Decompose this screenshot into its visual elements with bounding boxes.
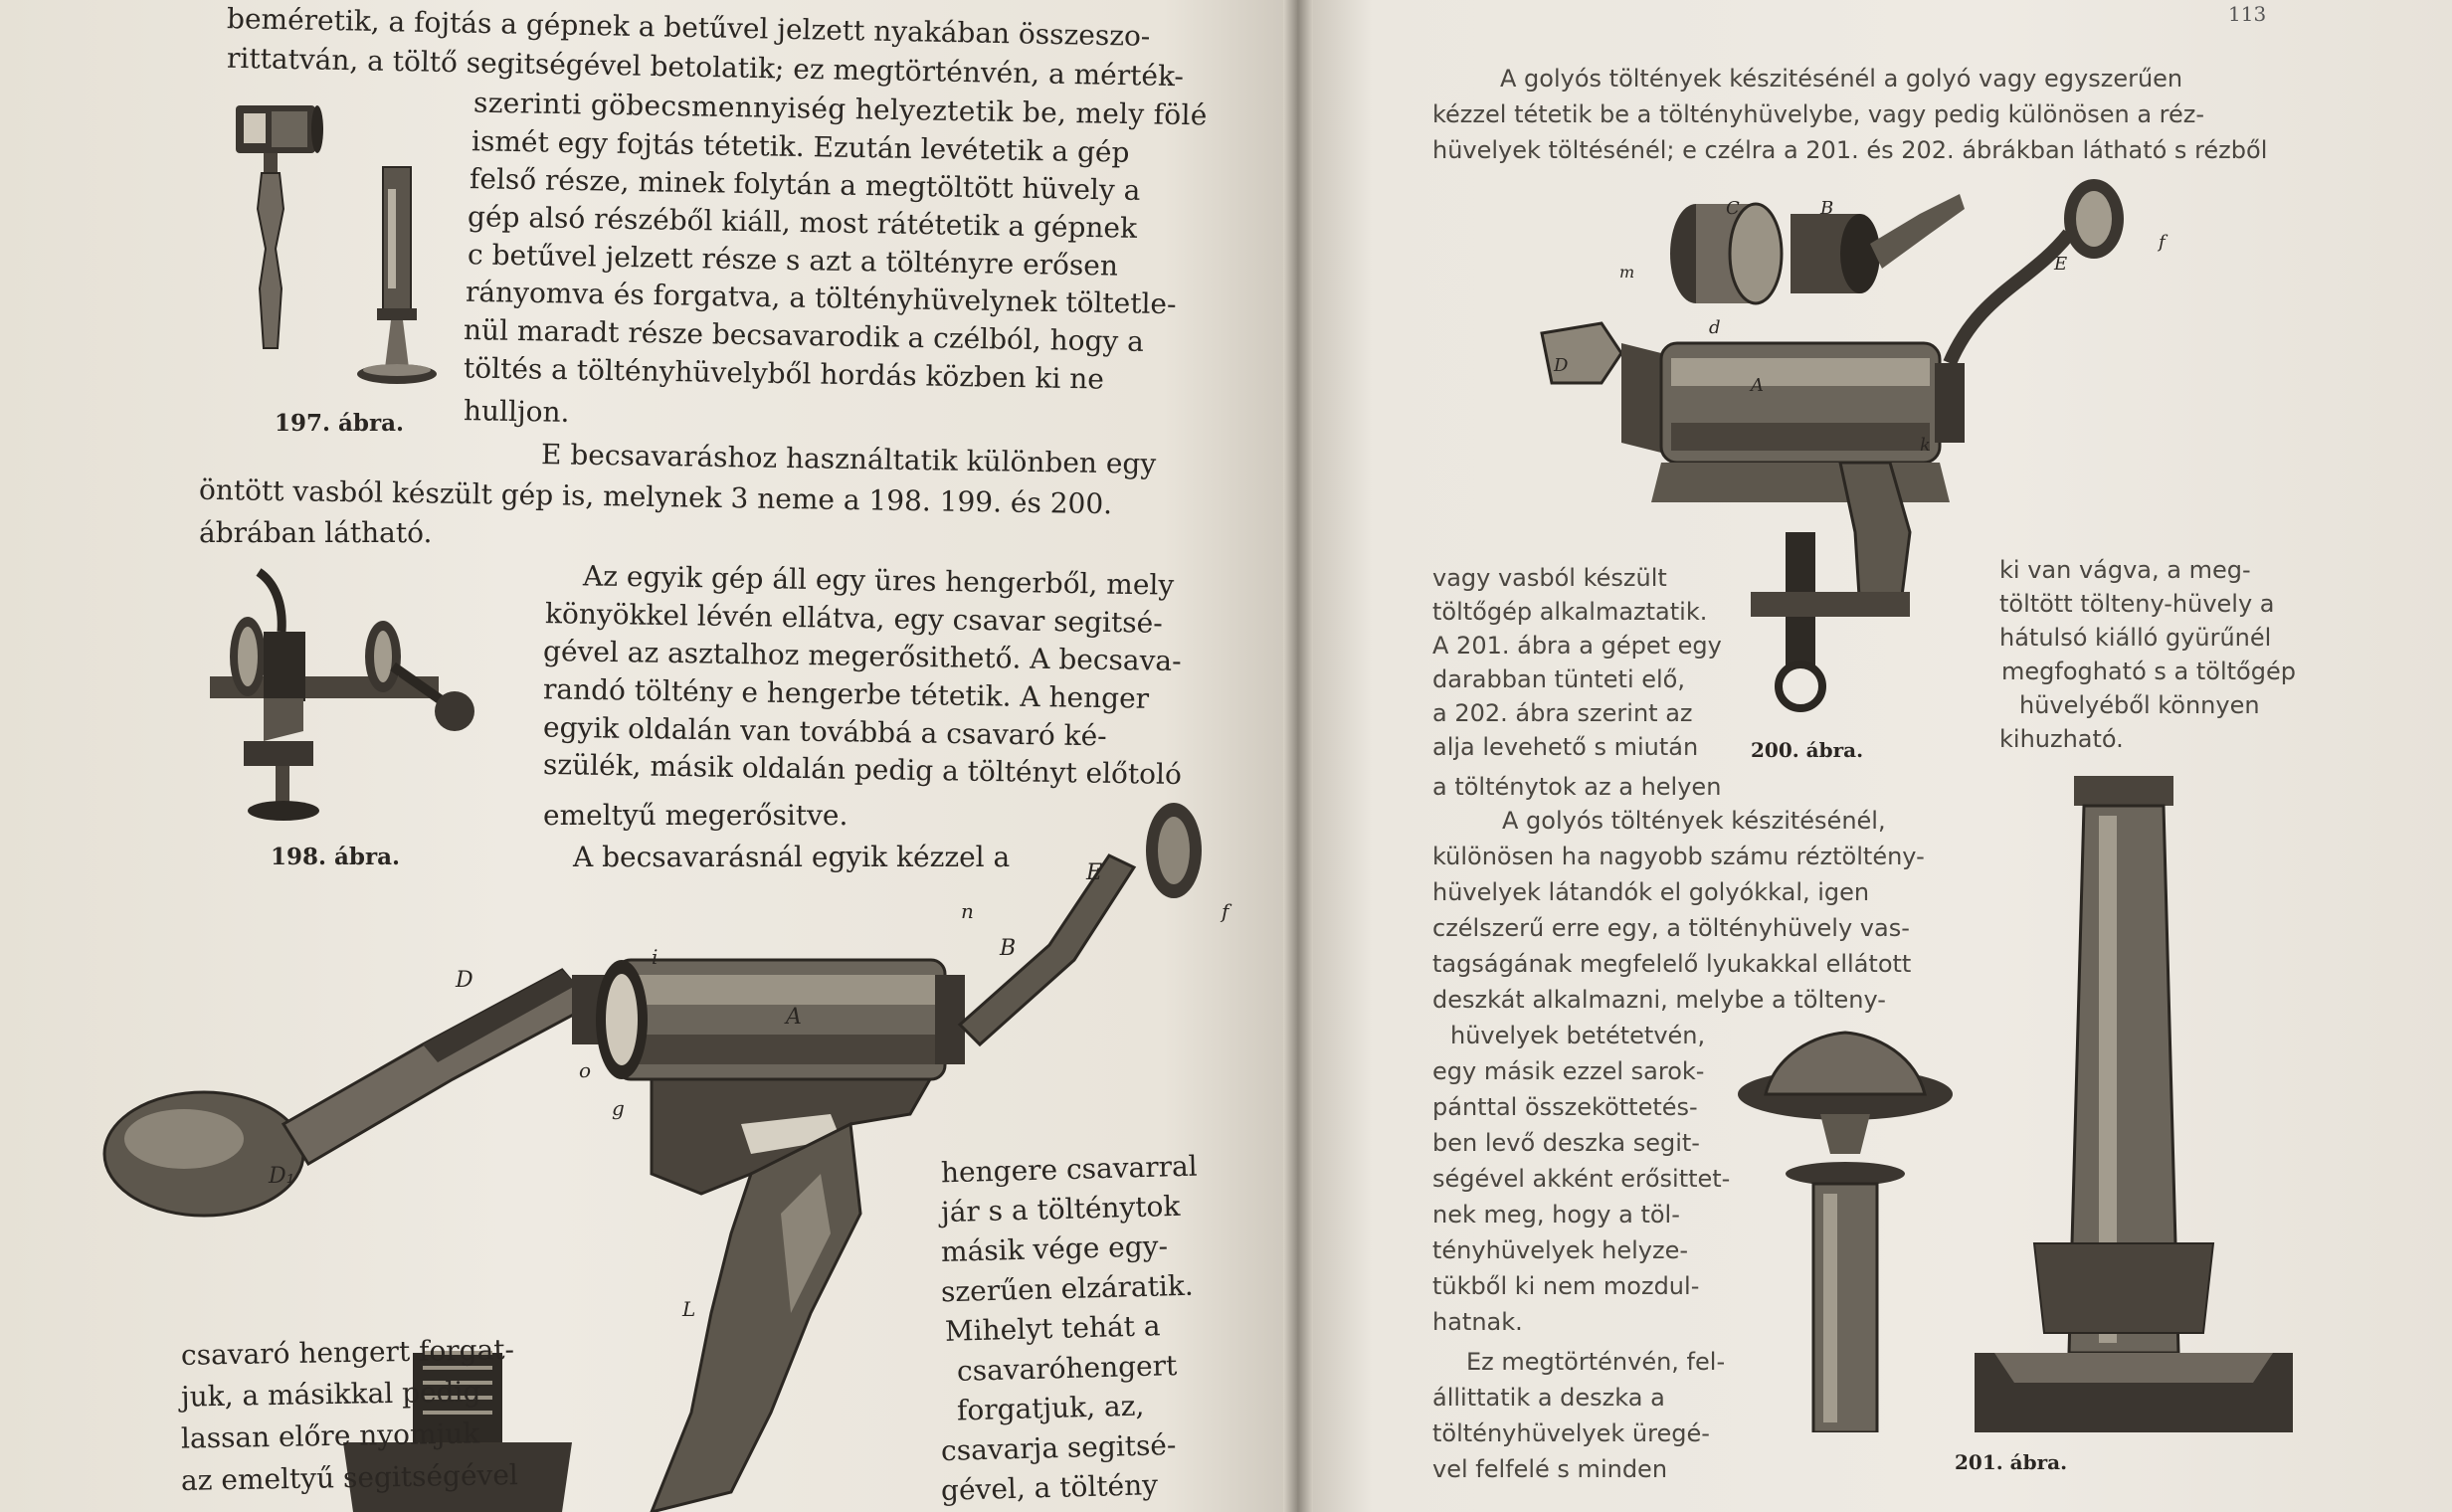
text-line: nül maradt része becsavarodik a czélból, hogy a (463, 313, 1145, 358)
text-line: randó töltény e hengerbe tétetik. A henger (542, 672, 1150, 715)
text-line: vel felfelé s minden (1432, 1455, 1668, 1483)
figure-199-label: L (682, 1297, 696, 1321)
text-line: ábrában látható. (199, 516, 433, 549)
text-line: A 201. ábra a gépet egy (1432, 632, 1722, 660)
figure-199-label: n (961, 899, 974, 923)
figure-199-label: D₁ (269, 1164, 295, 1189)
text-line: vagy vasból készült (1432, 564, 1667, 592)
text-line: állittatik a deszka a (1432, 1384, 1665, 1412)
figure-200-label: E (2054, 254, 2068, 275)
text-line: töltényhüvelyek üregé- (1432, 1419, 1710, 1447)
text-line: rányomva és forgatva, a töltényhüvelynek töltetle- (465, 275, 1177, 321)
text-line: beméretik, a fojtás a gépnek a betűvel jelzett nyakában összeszo- (226, 2, 1151, 53)
figure-199-label: A (786, 1005, 802, 1030)
figure-200-label: D (1554, 355, 1569, 376)
text-line: csavaró hengert forgat- (180, 1333, 515, 1372)
text-line: juk, a másikkal pedig (180, 1375, 481, 1414)
page-number: 113 (2228, 2, 2267, 26)
text-line: A becsavarásnál egyik kézzel a (573, 841, 1011, 873)
figure-199-label: g (612, 1096, 625, 1120)
text-line: csavarja segitsé- (940, 1427, 1177, 1468)
figure-199-label: E (1086, 860, 1103, 885)
figure-200-label: k (1920, 435, 1931, 456)
text-line: egyik oldalán van továbbá a csavaró ké- (542, 710, 1107, 753)
text-line: E becsavaráshoz használtatik különben egy (540, 438, 1157, 480)
text-line: lassan előre nyomjuk (180, 1417, 480, 1455)
text-line: másik vége egy- (940, 1229, 1169, 1268)
text-line: gével, a töltény (940, 1468, 1159, 1507)
text-line: c betűvel jelzett része s azt a töltényre erősen (467, 238, 1119, 283)
text-line: az emeltyű segitségével (180, 1458, 519, 1497)
figure-201-loader-parts (1736, 776, 2313, 1432)
text-line: alja levehető s miután (1432, 733, 1699, 761)
text-line: Ez megtörténvén, fel- (1466, 1348, 1726, 1376)
text-line: a tölténytok az a helyen (1432, 773, 1722, 801)
text-line: öntött vasból készült gép is, melynek 3 neme a 198. 199. és 200. (198, 472, 1113, 521)
text-line: könyökkel lévén ellátva, egy csavar segitsé- (544, 597, 1163, 640)
figure-199-label: f (1222, 899, 1229, 923)
figure-200-label: m (1619, 263, 1635, 282)
text-line: hüvelyek látandók el golyókkal, igen (1432, 878, 1870, 906)
figure-197-cartridge-tools (224, 99, 453, 408)
text-line: hengere csavarral (940, 1149, 1199, 1190)
text-line: a 202. ábra szerint az (1432, 699, 1693, 727)
figure-199-label: i (652, 945, 659, 969)
text-line: hatnak. (1432, 1308, 1523, 1336)
text-line: csavaróhengert (956, 1349, 1178, 1388)
figure-200-label: f (2159, 232, 2166, 253)
text-line: darabban tünteti elő, (1432, 665, 1685, 693)
figure-200-label: d (1709, 317, 1721, 338)
figure-199-label: B (1000, 936, 1017, 961)
text-line: ismét egy fojtás tétetik. Ezután levétetik a gép (471, 124, 1130, 169)
text-line: szerinti göbecsmennyiség helyeztetik be, mely fölé (472, 86, 1208, 132)
text-line: rittatván, a töltő segitségével betolatik; ez megtörténvén, a mérték- (226, 41, 1185, 94)
text-line: töltőgép alkalmaztatik. (1432, 598, 1708, 626)
text-line: gével az asztalhoz megerősithető. A becsava- (542, 634, 1182, 678)
text-line: kihuzható. (1999, 725, 2124, 753)
text-line: szerűen elzáratik. (940, 1268, 1195, 1309)
text-line: töltött tölteny-hüvely a (1999, 590, 2275, 618)
book-gutter (1283, 0, 1313, 1512)
figure-200-label: C (1726, 198, 1740, 219)
text-line: ségével akként erősittet- (1432, 1165, 1731, 1193)
text-line: deszkát alkalmazni, melybe a tölteny- (1432, 986, 1886, 1014)
text-line: ki van vágva, a meg- (1999, 556, 2251, 584)
figure-200-label: A (1751, 375, 1764, 396)
figure-199-label: o (579, 1058, 592, 1082)
text-line: szülék, másik oldalán pedig a töltényt előtoló (542, 747, 1183, 792)
text-line: tényhüvelyek helyze- (1432, 1236, 1689, 1264)
figure-199-label: D (456, 968, 473, 993)
text-line: kézzel tétetik be a töltényhüvelybe, vagy pedig különösen a réz- (1432, 100, 2205, 128)
figure-200-label: B (1820, 198, 1834, 219)
text-line: hulljon. (463, 394, 570, 429)
text-line: töltés a töltényhüvelyből hordás közben ki ne (463, 351, 1105, 396)
text-line: jár s a tölténytok (940, 1189, 1181, 1229)
text-line: hátulsó kiálló gyürűnél (1999, 624, 2272, 652)
figure-198-caption: 198. ábra. (271, 844, 401, 870)
figure-200-caption: 200. ábra. (1751, 738, 1864, 762)
text-line: gép alsó részéből kiáll, most rátétetik a gépnek (467, 200, 1138, 245)
text-line: ben levő deszka segit- (1432, 1129, 1700, 1157)
text-line: Az egyik gép áll egy üres hengerből, mely (582, 559, 1175, 602)
text-line: forgatjuk, az, (956, 1389, 1145, 1427)
text-line: Mihelyt tehát a (944, 1309, 1161, 1348)
text-line: tükből ki nem mozdul- (1432, 1272, 1700, 1300)
text-line: hüvelyek betétetvén, (1450, 1022, 1706, 1049)
text-line: czélszerű erre egy, a töltényhüvely vas- (1432, 914, 1910, 942)
text-line: hüvelyéből könnyen (2019, 691, 2260, 719)
text-line: felső része, minek folytán a megtöltött hüvely a (469, 162, 1141, 207)
text-line: nek meg, hogy a töl- (1432, 1201, 1680, 1228)
text-line: tagságának megfelelő lyukakkal ellátott (1432, 950, 1912, 978)
text-line: A golyós töltények készitésénél, (1502, 807, 1886, 835)
text-line: pánttal összeköttetés- (1432, 1093, 1698, 1121)
text-line: különösen ha nagyobb számu réztöltény- (1432, 843, 1925, 870)
text-line: megfogható s a töltőgép (2001, 658, 2296, 685)
text-line: hüvelyek töltésénél; e czélra a 201. és 202. ábrákban látható s rézből (1432, 136, 2268, 164)
figure-197-caption: 197. ábra. (275, 410, 405, 437)
text-line: egy másik ezzel sarok- (1432, 1057, 1705, 1085)
text-line: emeltyű megerősitve. (543, 799, 849, 832)
text-line: A golyós töltények készitésénél a golyó vagy egyszerűen (1500, 65, 2183, 93)
figure-201-caption: 201. ábra. (1955, 1450, 2068, 1474)
